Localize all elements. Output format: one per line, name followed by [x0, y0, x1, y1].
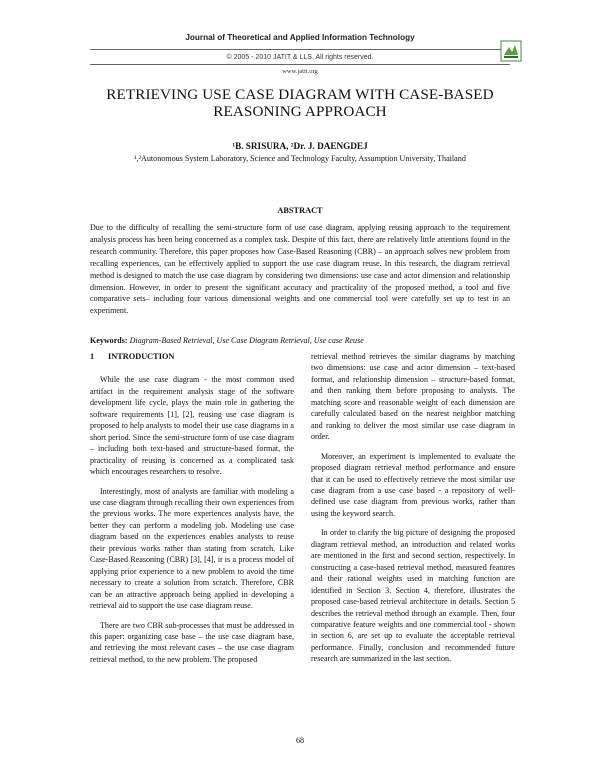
paper-title-line-1: RETRIEVING USE CASE DIAGRAM WITH CASE-BASED: [106, 86, 494, 103]
column-right: [311, 351, 515, 673]
paragraph: retrieval method retrieves the similar diagrams by matching two dimensions: use case and actor dimension – text-based format, and relationship dimension – structure-based format, and then ranking them before proposing to analysts. The matching score and reasonable weight of each dimension are carefully calculated based on the nearest neighbor matching and ranking to deliver the most similar use case diagram in order.: [311, 352, 515, 442]
paragraph: In order to clarify the big picture of designing the proposed diagram retrieval method, an introduction and related works are mentioned in the first and second section, respectively. In constructing a case-based retrieval method, measured features and their rational weights used in matching function are identified in Section 3. Section 4, therefore, illustrates the proposed case-based retrieval architecture in details. Section 5 describes the retrieval method through an example. Then, four comparative feature weights and one commercial tool - shown in section 6, are set up to evaluate the acceptable retrieval performance. Finally, conclusion and recommended future research are summarized in the last section.: [311, 528, 515, 664]
keywords-label: Keywords:: [90, 336, 128, 345]
paper-title-line-2: REASONING APPROACH: [213, 103, 387, 120]
paragraph: Interestingly, most of analysts are familiar with modeling a use case diagram through recalling their own experiences from the previous works. The more experiences analysts have, the better they can perform a modeling job. Modeling use case diagram based on the experiences enables analysts to reuse their previous works rather than stating from scratch. Like Case-Based Reasoning (CBR) [3], [4], it is a process model of applying prior experience to a new problem to avoid the time necessary to create a solution from scratch. Therefore, CBR can be an attractive approach being applied in developing a retrieval aid to support the use case diagram reuse.: [90, 486, 294, 611]
journal-name: Journal of Theoretical and Applied Information Technology: [185, 33, 415, 42]
paper-title: [90, 86, 510, 120]
header-rule-top: [90, 49, 510, 50]
section-number: 1: [90, 352, 95, 361]
section-heading: [90, 351, 294, 362]
paper-affiliation: ¹,²Autonomous System Laboratory, Science and Technology Faculty, Assumption University, Thailand: [134, 154, 466, 163]
keywords-line: [90, 335, 510, 346]
abstract-text: Due to the difficulty of recalling the semi-structure form of use case diagram, applying reusing approach to the requirement analysis process has been being concerned as a complex task. Despite of this fact, there are relatively little attentions found in the research community. Therefore, this paper proposes how Case-Based Reasoning (CBR) – an approach solves new problem from recalling experiences, can be effectively applied to support the use case diagram reuse. In this research, the diagram retrieval method is designed to match the use case diagram by considering two dimensions: use case and actor dimension and relationship dimension. However, in order to present the significant accuracy and practicality of the proposed method, a tool and five comparative sets– including four various dimensional weights and one commercial tool were carefully set up to test in an experiment.: [90, 223, 510, 316]
jatit-logo-graphic: [500, 40, 522, 62]
paragraph: Moreover, an experiment is implemented to evaluate the proposed diagram retrieval method performance and ensure that it can be used to effectively retrieve the most similar use case diagram from a use case based - a repository of well- defined use case diagram from previous works, rather than using the keyword search.: [311, 451, 515, 518]
abstract-heading: ABSTRACT: [277, 206, 323, 215]
copyright-notice: © 2005 - 2010 JATIT & LLS. All rights reserved.: [226, 54, 374, 61]
section-title: INTRODUCTION: [108, 352, 175, 361]
jatit-logo-icon: [500, 40, 522, 62]
paragraph: While the use case diagram - the most common used artifact in the requirement analysis stage of the software development life cycle, plays the main role in gathering the software requirements [1], [2], reusing use case diagram is proposed to help analysts to model their use case diagrams in a short period. Since the semi-structure form of use case diagram – including both text-based and structure-based format, the practicality of reusing is concerned as a complicated task which encourages researchers to resolve.: [90, 375, 294, 477]
paper-authors: ¹B. SRISURA, ²Dr. J. DAENGDEJ: [232, 141, 368, 151]
column-left: [90, 351, 294, 673]
paragraph: There are two CBR sub-processes that must be addressed in this paper: organizing case base – the use case diagram base, and retrieving the most relevant cases – the use case diagram retrieval method, to the new problem. The proposed: [90, 620, 294, 664]
journal-url[interactable]: www.jatit.org: [282, 68, 318, 75]
header-rule-bottom: [90, 64, 510, 65]
keywords-list: Diagram-Based Retrieval, Use Case Diagram Retrieval, Use case Reuse: [129, 336, 364, 345]
page-number: 68: [295, 736, 305, 745]
